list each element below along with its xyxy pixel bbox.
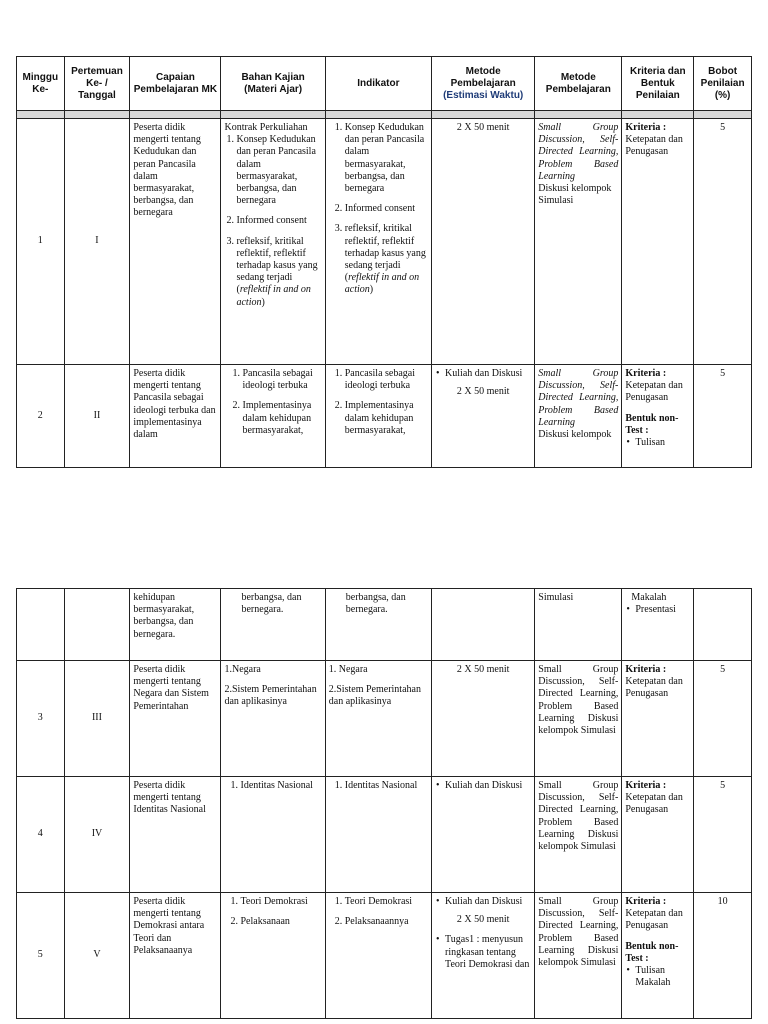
cell-bahan	[221, 893, 325, 1019]
list-item: 1. Pancasila sebagai ideologi terbuka	[242, 368, 321, 392]
list-item: 3. refleksif, kritikal reflektif, reflektif terhadap kasus yang sedang terjadi (reflektif in and on action)	[236, 236, 321, 309]
cell-capaian: Peserta didik mengerti tentang Kedudukan dan peran Pancasila dalam bermasyarakat, berbangsa, dan bernegara	[130, 119, 221, 365]
cell-indikator	[325, 777, 431, 893]
cell-indikator	[325, 893, 431, 1019]
list-item: 1. Pancasila sebagai ideologi terbuka	[345, 368, 428, 392]
cell-pertemuan: III	[64, 661, 130, 777]
cell-pertemuan: V	[64, 893, 130, 1019]
metode-italic: Small Group Discussion, Self-Directed Learning, Problem Based Learning	[538, 122, 619, 182]
cell-kriteria	[622, 777, 694, 893]
cell-kriteria	[622, 119, 694, 365]
metode-plain: Diskusi kelompok Simulasi	[538, 183, 612, 207]
cell-bahan: berbangsa, dan bernegara.	[221, 589, 325, 661]
table-row	[17, 661, 752, 777]
indikator-1: 1. Negara	[328, 664, 368, 675]
cell-minggu: 2	[17, 365, 65, 468]
list-item: 2. Informed consent	[236, 215, 321, 227]
cell-minggu: 4	[17, 777, 65, 893]
cell-capaian: Peserta didik mengerti tentang Identitas Nasional	[130, 777, 221, 893]
table-row	[17, 119, 752, 365]
header-bobot: Bobot Penilaian (%)	[694, 57, 752, 111]
cell-indikator	[325, 661, 431, 777]
table-row	[17, 589, 752, 661]
cell-metode	[535, 119, 622, 365]
cell-bobot: 5	[694, 119, 752, 365]
cell-metode: Simulasi	[535, 589, 622, 661]
list-item: 1. Identitas Nasional	[240, 780, 321, 792]
cell-estimasi	[432, 365, 535, 468]
kriteria-label: Kriteria :	[625, 664, 667, 675]
list-item: 2. Informed consent	[345, 203, 428, 215]
cell-bahan	[221, 365, 325, 468]
kriteria-text: Makalah	[631, 592, 667, 603]
cell-estimasi	[432, 777, 535, 893]
metode-italic: Small Group Discussion, Self-Directed Learning, Problem Based Learning	[538, 368, 619, 428]
cell-kriteria	[622, 589, 694, 661]
table-row	[17, 893, 752, 1019]
list-item: 1. Teori Demokrasi	[345, 896, 428, 908]
cell-kriteria	[622, 893, 694, 1019]
cell-indikator: berbangsa, dan bernegara.	[325, 589, 431, 661]
list-item: 1. Konsep Kedudukan dan peran Pancasila dalam bermasyarakat, berbangsa, dan bernegara	[345, 122, 428, 195]
metode-plain: Diskusi kelompok	[538, 429, 612, 441]
cell-pertemuan: IV	[64, 777, 130, 893]
list-item: • Tulisan	[635, 437, 690, 449]
cell-metode	[535, 365, 622, 468]
header-minggu: Minggu Ke-	[17, 57, 65, 111]
rps-table-page2	[16, 588, 752, 1019]
list-item: • Tugas1 : menyusun ringkasan tentang Teori Demokrasi dan	[445, 934, 531, 971]
cell-estimasi	[432, 893, 535, 1019]
list-item: 2. Implementasinya dalam kehidupan bermasyarakat,	[345, 400, 428, 437]
cell-bobot: 10	[694, 893, 752, 1019]
kriteria-text: Ketepatan dan Penugasan	[625, 676, 683, 700]
bentuk-label: Bentuk non-Test :	[625, 940, 679, 964]
cell-metode: Small Group Discussion, Self-Directed Learning, Problem Based Learning Diskusi kelompok Simulasi	[535, 893, 622, 1019]
kriteria-label: Kriteria :	[625, 896, 667, 907]
cell-capaian: kehidupan bermasyarakat, berbangsa, dan bernegara.	[130, 589, 221, 661]
cell-kriteria	[622, 365, 694, 468]
kriteria-text: Ketepatan dan Penugasan	[625, 134, 683, 158]
kriteria-text: Ketepatan dan Penugasan	[625, 908, 683, 932]
list-item: • Kuliah dan Diskusi	[445, 368, 531, 380]
cell-capaian: Peserta didik mengerti tentang Demokrasi antara Teori dan Pelaksanaanya	[130, 893, 221, 1019]
list-item: 1. Konsep Kedudukan dan peran Pancasila dalam bermasyarakat, berbangsa, dan bernegara	[236, 134, 321, 207]
indikator-2: 2.Sistem Pemerintahan dan aplikasinya	[328, 684, 421, 708]
cell-bahan	[221, 661, 325, 777]
cell-metode: Small Group Discussion, Self-Directed Learning, Problem Based Learning Diskusi kelompok Simulasi	[535, 777, 622, 893]
cell-bobot: 5	[694, 365, 752, 468]
list-item: 1. Identitas Nasional	[345, 780, 428, 792]
list-item: 2. Implementasinya dalam kehidupan bermasyarakat,	[242, 400, 321, 437]
kriteria-label: Kriteria :	[625, 368, 667, 379]
cell-pertemuan: I	[64, 119, 130, 365]
bahan-1: 1.Negara	[224, 664, 261, 675]
header-metode-estimasi-main: Metode Pembelajaran	[450, 65, 516, 89]
bahan-2: 2.Sistem Pemerintahan dan aplikasinya	[224, 684, 317, 708]
list-item: 2. Pelaksanaan	[240, 916, 321, 928]
estimasi-text: 2 X 50 menit	[456, 914, 510, 926]
kriteria-text: Ketepatan dan Penugasan	[625, 380, 683, 404]
header-capaian: Capaian Pembelajaran MK	[130, 57, 221, 111]
header-pertemuan: Pertemuan Ke- / Tanggal	[64, 57, 130, 111]
header-indikator: Indikator	[325, 57, 431, 111]
list-item: • Tulisan Makalah	[635, 965, 690, 989]
cell-indikator	[325, 365, 431, 468]
table-row	[17, 365, 752, 468]
cell-capaian: Peserta didik mengerti tentang Pancasila sebagai ideologi terbuka dan implementasinya dalam	[130, 365, 221, 468]
estimasi-text: 2 X 50 menit	[456, 386, 510, 398]
header-kriteria: Kriteria dan Bentuk Penilaian	[622, 57, 694, 111]
cell-kriteria	[622, 661, 694, 777]
cell-pertemuan: II	[64, 365, 130, 468]
cell-capaian: Peserta didik mengerti tentang Negara dan Sistem Pemerintahan	[130, 661, 221, 777]
list-item: • Presentasi	[635, 604, 690, 616]
cell-minggu: 3	[17, 661, 65, 777]
header-row	[17, 57, 752, 111]
table-row	[17, 777, 752, 893]
cell-bobot: 5	[694, 661, 752, 777]
kriteria-label: Kriteria :	[625, 122, 667, 133]
list-item: 3. refleksif, kritikal reflektif, reflektif terhadap kasus yang sedang terjadi (reflektif in and on action)	[345, 223, 428, 296]
list-item: 1. Teori Demokrasi	[240, 896, 321, 908]
kriteria-text: Ketepatan dan Penugasan	[625, 792, 683, 816]
bahan-intro: Kontrak Perkuliahan	[224, 122, 308, 133]
cell-bobot: 5	[694, 777, 752, 893]
cell-minggu: 5	[17, 893, 65, 1019]
header-bahan: Bahan Kajian (Materi Ajar)	[221, 57, 325, 111]
cell-bahan	[221, 119, 325, 365]
header-estimasi-waktu: (Estimasi Waktu)	[443, 89, 524, 101]
cell-estimasi: 2 X 50 menit	[432, 119, 535, 365]
cell-minggu: 1	[17, 119, 65, 365]
header-metode-estimasi	[432, 57, 535, 111]
list-item: 2. Pelaksanaannya	[345, 916, 428, 928]
cell-metode: Small Group Discussion, Self-Directed Learning, Problem Based Learning Diskusi kelompok Simulasi	[535, 661, 622, 777]
grey-separator-row	[17, 111, 752, 119]
bentuk-label: Bentuk non-Test :	[625, 412, 679, 436]
rps-table-page1	[16, 56, 752, 468]
list-item: • Kuliah dan Diskusi	[445, 780, 531, 792]
header-metode: Metode Pembelajaran	[535, 57, 622, 111]
cell-indikator	[325, 119, 431, 365]
cell-estimasi: 2 X 50 menit	[432, 661, 535, 777]
cell-bahan	[221, 777, 325, 893]
kriteria-label: Kriteria :	[625, 780, 667, 791]
list-item: • Kuliah dan Diskusi	[445, 896, 531, 908]
